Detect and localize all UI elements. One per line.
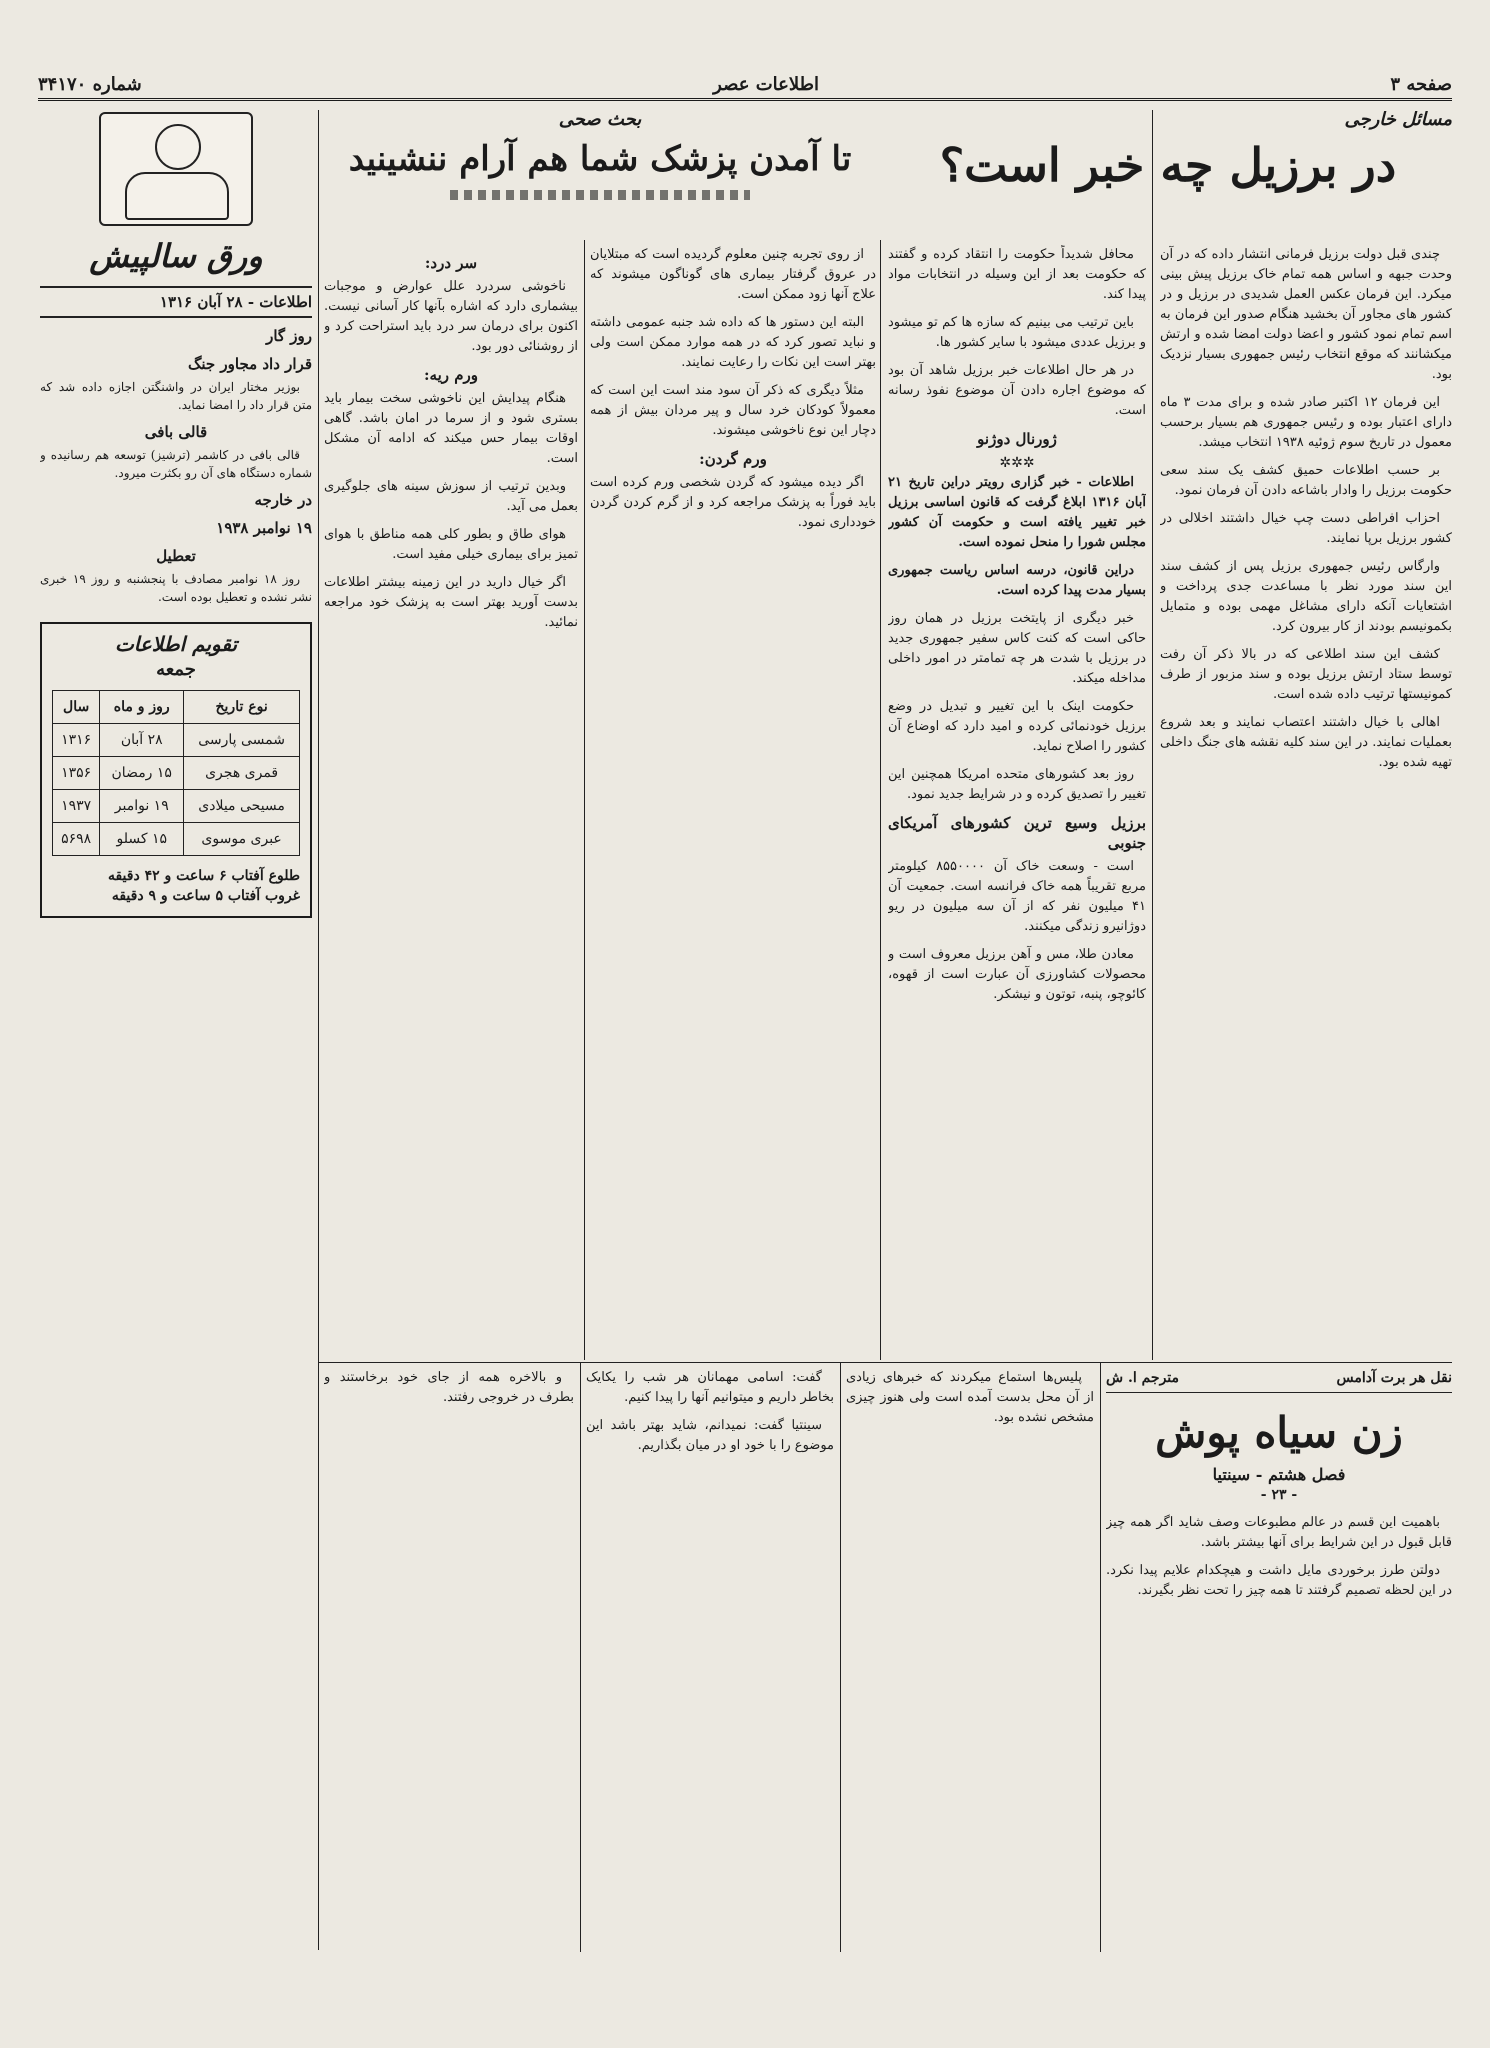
paragraph: مثلاً دیگری که ذکر آن سود مند است این است که معمولاً کودکان خرد سال و پیر مردان بیش از همه دچار این نوع ناخوشی میشوند.	[590, 383, 876, 438]
headline-ornament	[450, 190, 750, 200]
day-name: جمعه	[156, 659, 196, 680]
paragraph: اگر خیال دارید در این زمینه بیشتر اطلاعات بدست آورید بهتر است به پزشک خود مراجعه نمائید.	[324, 575, 578, 630]
page-label: صفحه ۳	[1390, 73, 1452, 95]
column-rule	[580, 1362, 581, 1952]
sub-heading: در خارجه	[254, 491, 312, 509]
paragraph: در هر حال اطلاعات خبر برزیل شاهد آن بود که موضوع اجاره دادن آن موضوع نفوذ رسانه است.	[888, 363, 1146, 418]
paragraph: بر حسب اطلاعات حمیق کشف یک سند سعی حکومت برزیل را وادار باشاعه دادن آن فرمان نمود.	[1160, 463, 1452, 498]
column-rule	[1100, 1362, 1101, 1952]
paragraph: خبر دیگری از پایتخت برزیل در همان روز حاکی است که کنت کاس سفیر جمهوری جدید در برزیل با شدت هر چه تمامتر در امور داخلی مداخله میکند.	[888, 611, 1146, 686]
paragraph: کشف این سند اطلاعی که در بالا ذکر آن رفت توسط ستاد ارتش برزیل بوده و سند مزبور از طرف کمونیستها ترتیب داده شده است.	[1160, 647, 1452, 702]
paragraph: معادن طلا، مس و آهن برزیل معروف است و محصولات کشاورزی آن عبارت است از قهوه، کائوچو، پنبه، توتون و نیشکر.	[888, 947, 1146, 1002]
serial-column	[586, 1368, 834, 1948]
section-title: ورم ریه:	[424, 366, 478, 384]
serial-column	[324, 1368, 574, 1948]
section-title: سر درد:	[424, 254, 478, 272]
date-line: اطلاعات - ۲۸ آبان ۱۳۱۶	[40, 286, 312, 318]
table-row	[53, 691, 300, 724]
item-title: قالی بافی	[144, 423, 208, 441]
table-cell: ۵۶۹۸	[53, 823, 100, 856]
bold-line: دراین قانون، درسه اساس ریاست جمهوری بسیار مدت پیدا کرده است.	[888, 563, 1146, 598]
sunset: غروب آفتاب ۵ ساعت و ۹ دقیقه	[111, 888, 300, 904]
paragraph: چندی قبل دولت برزیل فرمانی انتشار داده که در آن وحدت جبهه و اساس همه تمام خاک برزیل پیش بینی میکرد. این فرمان عکس العمل شدیدی در برزیل و در کشور های مجاور آن بخشید هنگام صدور این فرمان به اسم تمام نمود کشور و اعضا دولت امضا شده و ارتش میکشانند که موقع انتخاب رئیس جمهوری بسیار نزدیک بود.	[1160, 247, 1452, 382]
column-rule	[880, 240, 881, 1360]
health-column-a	[590, 245, 876, 1355]
serial-column	[846, 1368, 1094, 1948]
left-column	[40, 112, 312, 1372]
table-cell: ۱۹ نوامبر	[100, 790, 184, 823]
column-rule	[318, 110, 319, 1950]
item-date: ۱۹ نوامبر ۱۹۳۸	[216, 519, 312, 537]
issue-number: شماره ۳۴۱۷۰	[38, 73, 142, 95]
paragraph: ناخوشی سردرد علل عوارض و موجبات بیشماری دارد که اشاره بآنها کار آسانی نیست. اکنون برای درمان سر درد باید استراحت کرد و از روشنائی دور بود.	[324, 279, 578, 354]
paragraph: اگر دیده میشود که گردن شخصی ورم کرده است باید فوراً به پزشک مراجعه کرد و از گرم کردن گردن خودداری نمود.	[590, 475, 876, 530]
health-header	[322, 110, 878, 240]
paragraph: است - وسعت خاک آن ۸۵۵۰۰۰۰ کیلومتر مربع تقریباً همه خاک فرانسه است. جمعیت آن ۴۱ میلیون نفر که از آن سه میلیون در ریو دوژانیرو زندگی میکنند.	[888, 859, 1146, 934]
paper-name: اطلاعات عصر	[713, 73, 819, 95]
table-cell: قمری هجری	[184, 757, 300, 790]
table-header: نوع تاریخ	[184, 691, 300, 724]
sunrise: طلوع آفتاب ۶ ساعت و ۴۲ دقیقه	[107, 868, 300, 884]
serial-chapter: فصل هشتم - سینتیا	[1212, 1465, 1346, 1484]
paragraph: و بالاخره همه از جای خود برخاستند و بطرف در خروجی رفتند.	[324, 1370, 574, 1405]
serial-block	[1106, 1368, 1452, 1948]
masthead	[38, 70, 1452, 101]
section-title: ژورنال دوژنو	[977, 430, 1057, 448]
paragraph: سینتیا گفت: نمیدانم، شاید بهتر باشد این موضوع را با خود او در میان بگذاریم.	[586, 1418, 834, 1453]
paragraph: هنگام پیدایش این ناخوشی سخت بیمار باید بستری شود و از سرما در امان باشد. گاهی اوقات بیمار حس میکند که ادامه آن مشکل است.	[324, 391, 578, 466]
paragraph: اهالی با خیال داشتند اعتصاب نمایند و بعد شروع بعملیات نمایند. در این سند کلیه نقشه های جنگ داخلی تهیه شده بود.	[1160, 715, 1452, 770]
cartoon-illustration	[99, 112, 253, 226]
paragraph: باهمیت این قسم در عالم مطبوعات وصف شاید اگر همه چیز قابل قبول در این شرایط برای آنها بیشتر باشد.	[1106, 1515, 1452, 1550]
calendar-box	[40, 622, 312, 918]
column-rule	[584, 240, 585, 1360]
section-kicker: مسائل خارجی	[1344, 110, 1452, 130]
paragraph: محافل شدیداً حکومت را انتقاد کرده و گفتند که حکومت بعد از این وسیله در انتخابات مواد پیدا کند.	[888, 247, 1146, 302]
calendar-table	[52, 690, 300, 856]
table-cell: مسیحی میلادی	[184, 790, 300, 823]
serial-episode: - ۲۳ -	[1260, 1487, 1298, 1503]
table-header: سال	[53, 691, 100, 724]
paragraph: پلیس‌ها استماع میکردند که خبرهای زیادی از آن محل بدست آمده است ولی هنوز چیزی مشخص نشده بود.	[846, 1370, 1094, 1425]
table-row	[53, 790, 300, 823]
table-row	[53, 757, 300, 790]
table-row	[53, 724, 300, 757]
serial-author: نقل هر برت آدامس	[1336, 1370, 1452, 1386]
column-rule	[1152, 110, 1153, 1360]
item-text: بوزیر مختار ایران در واشنگتن اجازه داده شد که متن قرار داد را امضا نماید.	[40, 380, 312, 412]
divider-stars: ✲✲✲	[999, 455, 1035, 471]
section-kicker: بحث صحی	[558, 110, 642, 130]
table-cell: عبری موسوی	[184, 823, 300, 856]
item-text: روز ۱۸ نوامبر مصادف با پنجشنبه و روز ۱۹ خبری نشر نشده و تعطیل بوده است.	[40, 572, 312, 604]
table-cell: ۱۳۱۶	[53, 724, 100, 757]
serial-byline	[1106, 1368, 1452, 1393]
foreign-header	[884, 110, 1452, 240]
paragraph: هوای طاق و بطور کلی همه مناطق با هوای تمیز برای بیماری خیلی مفید است.	[324, 527, 578, 562]
column-rule	[840, 1362, 841, 1952]
table-cell: شمسی پارسی	[184, 724, 300, 757]
health-column-b	[324, 245, 578, 1355]
table-cell: ۲۸ آبان	[100, 724, 184, 757]
section-title: برزیل وسیع ترین کشورهای آمریکای جنوبی	[888, 814, 1146, 852]
section-title: ورم گردن:	[699, 450, 767, 468]
paragraph: از روی تجربه چنین معلوم گردیده است که مبتلایان در عروق گرفتار بیماری های گوناگون میشوند که علاج آنها زود ممکن است.	[590, 247, 876, 302]
paragraph: گفت: اسامی مهمانان هر شب را یکایک بخاطر داریم و میتوانیم آنها را پیدا کنیم.	[586, 1370, 834, 1405]
paragraph: روز بعد کشورهای متحده امریکا همچنین این تغییر را تصدیق کرده و در شرایط جدید نمود.	[888, 767, 1146, 802]
calendar-logo: تقویم اطلاعات	[114, 632, 238, 656]
foreign-body	[1160, 245, 1452, 1355]
item-title: قرار داد مجاور جنگ	[187, 355, 312, 373]
sub-heading: روز گار	[266, 327, 312, 345]
dispatch: اطلاعات - خبر گزاری رویتر دراین تاریخ ۲۱ آبان ۱۳۱۶ ابلاغ گرفت که قانون اساسی برزیل خبر تغییر یافته است و حکومت آن کشور مجلس شورا را منحل نموده است.	[888, 475, 1146, 550]
headline: تا آمدن پزشک شما هم آرام ننشینید	[348, 139, 852, 179]
table-cell: ۱۵ کسلو	[100, 823, 184, 856]
feature-title: ورق سالپیش	[89, 237, 263, 275]
table-cell: ۱۹۳۷	[53, 790, 100, 823]
paragraph: دولتن طرز برخوردی مایل داشت و هیچکدام علایم پیدا نکرد. در این لحظه تصمیم گرفتند تا همه چیز را تحت نظر بگیرند.	[1106, 1563, 1452, 1598]
serial-translator: مترجم ا. ش	[1106, 1370, 1180, 1386]
paragraph: وارگاس رئیس جمهوری برزیل پس از کشف سند این سند مورد نظر با مساعدت جدی پرداخت و اشتعایات آنکه دارای مشاغل مهمی بوده و متمایل بکمونیسم بودند از کار بیرون کرد.	[1160, 559, 1452, 634]
table-row	[53, 823, 300, 856]
paragraph: حکومت اینک با این تغییر و تبدیل در وضع برزیل خودنمائی کرده و امید دارد که اوضاع آن کشور را اصلاح نماید.	[888, 699, 1146, 754]
paragraph: احزاب افراطی دست چپ خیال داشتند اخلالی در کشور برزیل برپا نمایند.	[1160, 511, 1452, 546]
table-cell: ۱۵ رمضان	[100, 757, 184, 790]
table-header: روز و ماه	[100, 691, 184, 724]
item-text: قالی بافی در کاشمر (ترشیز) توسعه هم رسانیده و شماره دستگاه های آن رو بکثرت میرود.	[40, 448, 312, 480]
table-cell: ۱۳۵۶	[53, 757, 100, 790]
paragraph: باین ترتیب می بینیم که سازه ها کم تو میشود و برزیل عددی میشود با سایر کشور ها.	[888, 315, 1146, 350]
headline: در برزیل چه خبر است؟	[939, 138, 1397, 192]
section-rule	[318, 1362, 1452, 1363]
paragraph: البته این دستور ها که داده شد جنبه عمومی داشته و نباید تصور کرد که در همه موارد ممکن است ولی بهتر است این نکات را رعایت نمایند.	[590, 315, 876, 370]
constitution-column	[888, 245, 1146, 1355]
serial-title: زن سیاه پوش	[1155, 1408, 1403, 1457]
paragraph: وبدین ترتیب از سوزش سینه های جلوگیری بعمل می آید.	[324, 479, 578, 514]
item-title: تعطیل	[156, 547, 196, 565]
paragraph: این فرمان ۱۲ اکتبر صادر شده و برای مدت ۳ ماه دارای اعتبار بوده و رئیس جمهوری هم بسیار برحسب معمول در تاریخ سوم ژوئیه ۱۹۳۸ انتخاب میشد.	[1160, 395, 1452, 450]
